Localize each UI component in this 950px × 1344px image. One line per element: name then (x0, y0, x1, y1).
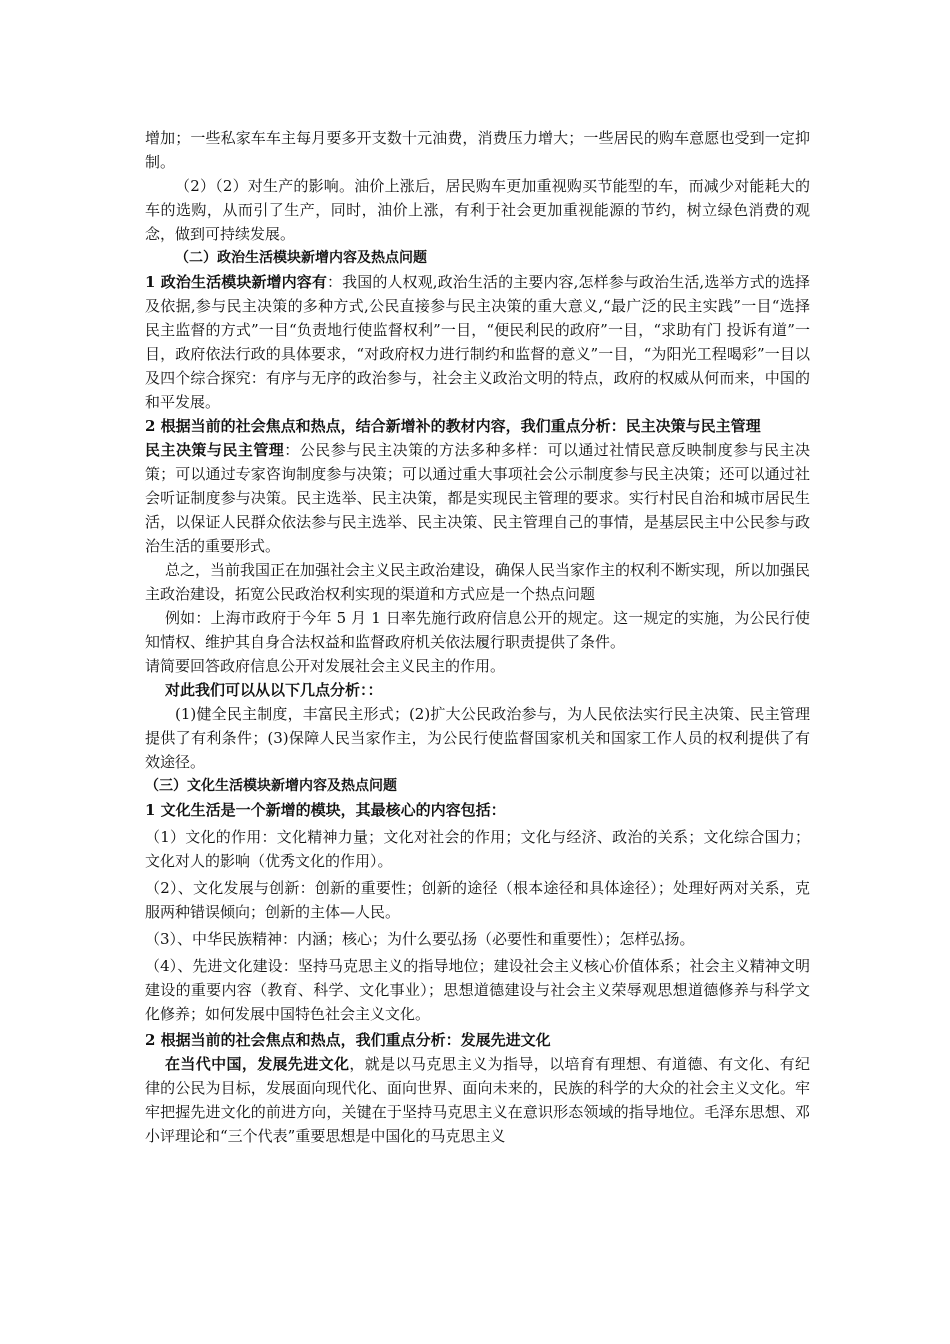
section-heading-politics: （二）政治生活模块新增内容及热点问题 (175, 250, 427, 266)
paragraph-consumption-impact: 增加；一些私家车车主每月要多开支数十元油费，消费压力增大；一些居民的购车意愿也受到一定抑制。 (145, 129, 810, 171)
develop-culture-body: ，就是以马克思主义为指导，以培育有理想、有道德、有文化、有纪律的公民为目标，发展面向现代化、面向世界、面向未来的，民族的科学的大众的社会主义文化。牢牢把握先进文化的前进方向，关键在于坚持马克思主义在意识形态领域的指导地位。毛泽东思想、邓小评理论和“三个代表”重要思想是中国化的马克思主义 (145, 1055, 810, 1145)
paragraph-culture-focus: 2 根据当前的社会焦点和热点，我们重点分析：发展先进文化 (145, 1031, 551, 1049)
paragraph-culture-core: 1 文化生活是一个新增的模块，其最核心的内容包括： (145, 801, 506, 819)
paragraph-develop-culture (145, 1052, 810, 1148)
paragraph-culture-innovation: （2）、文化发展与创新：创新的重要性；创新的途径（根本途径和具体途径）；处理好两对关系，克服两种错误倾向；创新的主体—人民。 (145, 879, 810, 921)
paragraph-example: 例如：上海市政府于今年 5 月 1 日率先施行政府信息公开的规定。这一规定的实施，为公民行使知情权、维护其自身合法权益和监督政府机关依法履行职责提供了条件。 (145, 609, 810, 651)
develop-culture-lead: 在当代中国，发展先进文化 (165, 1055, 350, 1073)
politics-new-content-body: ：我国的人权观,政治生活的主要内容,怎样参与政治生活,选举方式的选择及依据,参与民主决策的多种方式,公民直接参与民主决策的重大意义,“最广泛的民主实践”一目“选择民主监督的方式”一目“负责地行使监督权利”一目，“便民利民的政府”一目，“求助有门 投诉有道”一目，政府依法行政的具体要求，“对政府权力进行制约和监督的意义”一目，“为阳光工程喝彩”一目以及四个综合探究：有序与无序的政治参与，社会主义政治文明的特点，政府的权威从何而来，中国的和平发展。 (145, 273, 810, 411)
section-heading-culture: （三）文化生活模块新增内容及热点问题 (145, 778, 397, 794)
paragraph-summary: 总之，当前我国正在加强社会主义民主政治建设，确保人民当家作主的权利不断实现，所以加强民主政治建设，拓宽公民政治权利实现的渠道和方式应是一个热点问题 (145, 561, 811, 603)
paragraph-democratic-decision (145, 438, 810, 558)
paragraph-national-spirit: （3）、中华民族精神：内涵；核心；为什么要弘扬（必要性和重要性）；怎样弘扬。 (145, 930, 695, 948)
democratic-decision-lead: 民主决策与民主管理 (145, 441, 285, 459)
document-page (145, 126, 810, 1148)
paragraph-production-impact: （2）（2）对生产的影响。油价上涨后，居民购车更加重视购买节能型的车，而减少对能耗大的车的选购，从而引了生产，同时，油价上涨，有利于社会更加重视能源的节约，树立绿色消费的观念，做到可持续发展。 (145, 177, 810, 243)
paragraph-culture-role: （1）文化的作用：文化精神力量；文化对社会的作用；文化与经济、政治的关系；文化综合国力；文化对人的影响（优秀文化的作用）。 (145, 828, 810, 870)
paragraph-question: 请简要回答政府信息公开对发展社会主义民主的作用。 (145, 657, 506, 675)
politics-new-content-lead: 1 政治生活模块新增内容有 (145, 273, 327, 291)
paragraph-politics-focus: 2 根据当前的社会焦点和热点，结合新增补的教材内容，我们重点分析：民主决策与民主管理 (145, 417, 761, 435)
democratic-decision-body: ：公民参与民主决策的方法多种多样：可以通过社情民意反映制度参与民主决策；可以通过专家咨询制度参与决策；可以通过重大事项社会公示制度参与民主决策；还可以通过社会听证制度参与决策。民主选举、民主决策，都是实现民主管理的要求。实行村民自治和城市居民生活，以保证人民群众依法参与民主选举、民主决策、民主管理自己的事情，是基层民主中公民参与政治生活的重要形式。 (145, 441, 810, 555)
paragraph-politics-new-content (145, 270, 810, 414)
paragraph-analysis-points: (1)健全民主制度，丰富民主形式；(2)扩大公民政治参与，为人民依法实行民主决策、民主管理提供了有利条件；(3)保障人民当家作主，为公民行使监督国家机关和国家工作人员的权利提供了有效途径。 (145, 705, 810, 771)
paragraph-advanced-culture: （4）、先进文化建设：坚持马克思主义的指导地位；建设社会主义核心价值体系；社会主义精神文明建设的重要内容（教育、科学、文化事业）；思想道德建设与社会主义荣辱观思想道德修养与科学文化修养；如何发展中国特色社会主义文化。 (145, 957, 810, 1023)
paragraph-analysis-intro: 对此我们可以从以下几点分析：： (165, 681, 383, 699)
